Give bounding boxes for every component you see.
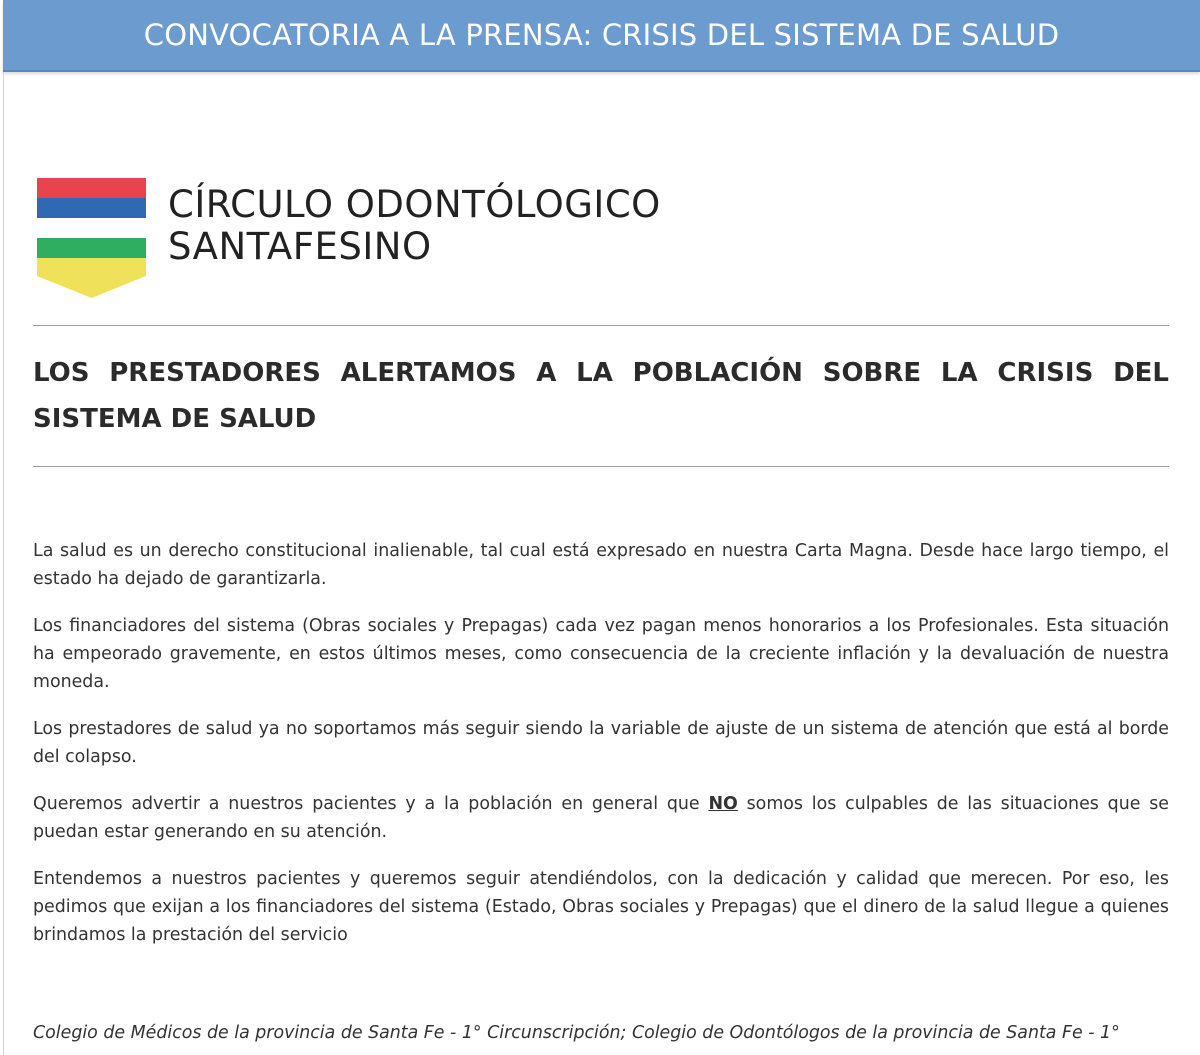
logo-text bbox=[168, 184, 661, 268]
logo-line-2: SANTAFESINO bbox=[168, 225, 432, 268]
organization-logo bbox=[37, 178, 661, 298]
paragraph-text: Queremos advertir a nuestros pacientes y a la población en general que bbox=[33, 794, 709, 814]
frame-border bbox=[3, 72, 4, 1055]
logo-line-1: CÍRCULO ODONTÓLOGICO bbox=[168, 183, 661, 226]
paragraph-text: somos los culpables de las situaciones que se puedan estar generando en su atención. bbox=[33, 794, 1170, 842]
banner-title: CONVOCATORIA A LA PRENSA: CRISIS DEL SISTEMA DE SALUD bbox=[143, 18, 1060, 52]
paragraph bbox=[33, 790, 1169, 846]
paragraph: Entendemos a nuestros pacientes y queremos seguir atendiéndolos, con la dedicación y calidad que merecen. Por eso, les pedimos que exijan a los financiadores del sistema (Estado, Obras sociales y Prepagas) que el dinero de la salud llegue a quienes brindamos la prestación del servicio bbox=[33, 869, 1169, 945]
press-banner bbox=[3, 0, 1200, 72]
paragraph: Los prestadores de salud ya no soportamos más seguir siendo la variable de ajuste de un sistema de atención que está al borde del colapso. bbox=[33, 719, 1169, 767]
page-headline: LOS PRESTADORES ALERTAMOS A LA POBLACIÓN SOBRE LA CRISIS DEL SISTEMA DE SALUD bbox=[33, 358, 1169, 434]
emphasis-no: NO bbox=[708, 794, 738, 814]
statement-body bbox=[33, 537, 1169, 968]
paragraph: Los financiadores del sistema (Obras sociales y Prepagas) cada vez pagan menos honorarios a los Profesionales. Esta situación ha empeorado gravemente, en estos últimos meses, como consecuencia de la creciente inflación y la devaluación de nuestra moneda. bbox=[33, 616, 1169, 692]
divider-bottom bbox=[33, 466, 1169, 467]
paragraph: La salud es un derecho constitucional inalienable, tal cual está expresado en nuestra Carta Magna. Desde hace largo tiempo, el estado ha dejado de garantizarla. bbox=[33, 541, 1169, 589]
divider-top bbox=[33, 325, 1169, 326]
signatories: Colegio de Médicos de la provincia de Santa Fe - 1° Circunscripción; Colegio de Odontólogos de la provincia de Santa Fe - 1° bbox=[33, 1023, 1120, 1043]
shield-flag-icon bbox=[37, 178, 146, 298]
